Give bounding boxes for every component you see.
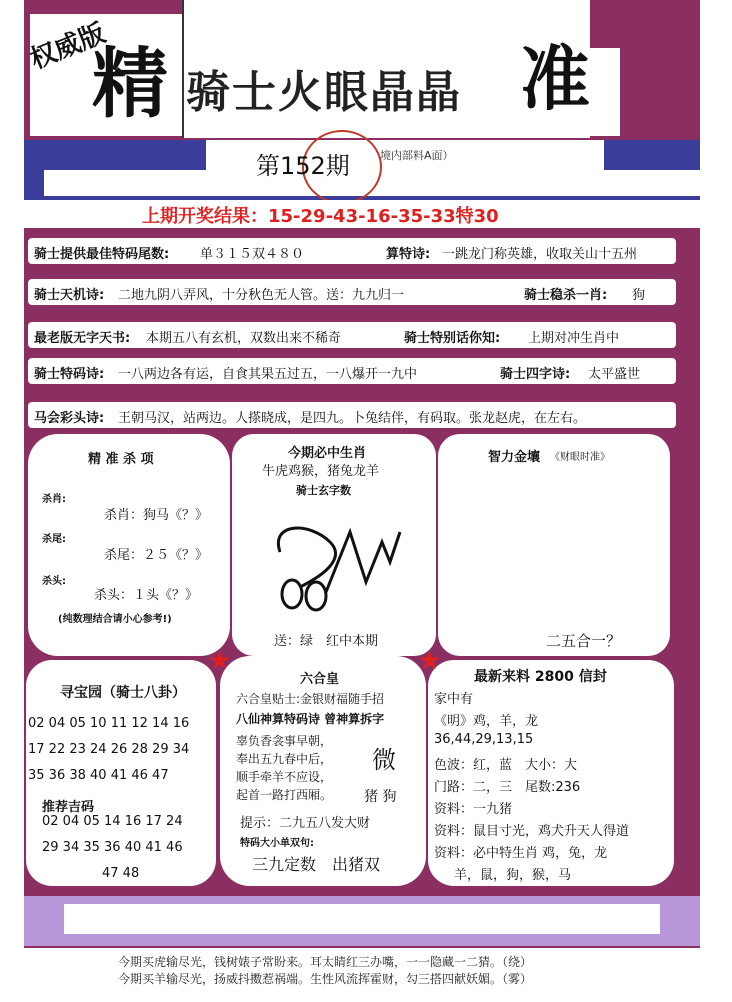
kill-value: 杀头：１头《？》 <box>94 588 199 603</box>
recommend-title: 推荐吉码 <box>42 800 95 815</box>
kill-note: (纯数理结合请小心参考!) <box>58 614 172 625</box>
title-right-char: 准 <box>520 37 590 120</box>
latest-line: 资料：一九猪 <box>434 802 513 817</box>
latest-line: 36,44,29,13,15 <box>434 732 534 747</box>
row-label: 骑士提供最佳特码尾数: <box>34 247 170 262</box>
issue-note: 境内部料A面） <box>380 149 454 162</box>
footer-line: 今期买虎输尽光，钱树婊子常盼来。耳太睛红三办嘴，一一隐藏一二猜。（绕） <box>118 955 533 969</box>
info-row <box>28 402 676 428</box>
row-label: 骑士特别话你知: <box>404 331 501 346</box>
bottom-band-inner <box>64 904 660 934</box>
recommend-numbers: 47 48 <box>102 866 140 881</box>
row-label: 骑士天机诗: <box>34 288 105 303</box>
row-value: 二地九阴八弄风，十分秋色无人管。送：九九归一 <box>118 288 405 303</box>
poem-line: 顺手牵羊不应设， <box>236 770 333 784</box>
kill-value: 杀肖：狗马《？》 <box>104 508 209 523</box>
info-row <box>28 358 676 384</box>
must-sub: 骑士玄字数 <box>296 484 351 497</box>
liuhe-title: 六合皇 <box>300 672 340 687</box>
recommend-numbers: 29 34 35 36 40 41 46 <box>42 840 183 855</box>
treasure-numbers: 02 04 05 10 11 12 14 16 <box>28 716 190 731</box>
latest-line: 羊，鼠，狗，猴，马 <box>454 868 572 883</box>
liuhe-panel <box>220 656 426 886</box>
latest-line: 资料：鼠目寸光，鸡犬升天人得道 <box>434 824 630 839</box>
must-zodiacs: 牛虎鸡猴，猪兔龙羊 <box>262 464 380 479</box>
riddle-answer: 猪 狗 <box>364 789 397 805</box>
puzzle-sub: 《财眼时准》 <box>550 452 610 463</box>
row-label: 算特诗: <box>386 247 431 262</box>
recommend-numbers: 02 04 05 14 16 17 24 <box>42 814 183 829</box>
poem-line: 起首一路打西厢。 <box>236 788 333 802</box>
kill-title: 精 准 杀 项 <box>88 452 154 467</box>
latest-line: 《明》鸡，羊，龙 <box>434 714 539 729</box>
row-value: 本期五八有玄机，双数出来不稀奇 <box>146 331 342 346</box>
treasure-numbers: 35 36 38 40 41 46 47 <box>28 768 169 783</box>
star-icon: ★ <box>418 646 442 676</box>
puzzle-title: 智力金壤 <box>488 450 541 465</box>
row-value: 上期对冲生肖中 <box>528 331 620 346</box>
info-row <box>28 279 676 305</box>
row-value: 太平盛世 <box>588 367 641 382</box>
footer-line: 今期买羊输尽光，扬威抖擞惹祸端。生性风流挥霍财，勾三搭四献妖媚。（雾） <box>118 972 533 986</box>
poem-line: 辜负香衾事早朝， <box>236 734 333 748</box>
row-value: 王朝马汉，站两边。人搽晓成，是四九。卜兔结伴，有码取。张龙赵虎，在左右。 <box>118 411 587 426</box>
puzzle-panel <box>438 434 670 656</box>
row-value: 一八两边各有运，自食其果五过五，一八爆开一九中 <box>118 367 418 382</box>
header-divider <box>182 0 184 138</box>
latest-line: 色波：红，蓝 大小：大 <box>434 758 578 773</box>
liuhe-tip: 六合皇贴士:金银财福随手招 <box>236 692 385 706</box>
kill-label: 杀尾: <box>42 534 66 545</box>
scribble-figure <box>270 512 410 612</box>
must-title: 今期必中生肖 <box>288 446 367 461</box>
liuhe-hint: 提示：二九五八发大财 <box>240 816 371 831</box>
puzzle-answer: 二五合一？ <box>546 632 622 650</box>
liuhe-subtitle: 八仙神算特码诗 曾神算拆字 <box>236 712 385 726</box>
kill-label: 杀肖: <box>42 494 66 505</box>
riddle-char: 微 <box>372 746 396 774</box>
row-label: 骑士稳杀一肖: <box>524 288 608 303</box>
latest-line: 资料：必中特生肖 鸡，兔，龙 <box>434 846 608 861</box>
must-win-panel <box>232 434 436 656</box>
poem-line: 奉出五九春中后， <box>236 752 333 766</box>
row-value: 狗 <box>632 288 646 303</box>
last-result-text: 上期开奖结果：15-29-43-16-35-33特30 <box>142 206 499 227</box>
row-label: 最老版无字天书: <box>34 331 131 346</box>
authority-badge: 权威版 <box>26 18 110 76</box>
kill-label: 杀头: <box>42 576 66 587</box>
latest-line: 家中有 <box>434 692 474 707</box>
row-label: 骑士四字诗: <box>500 367 571 382</box>
page-title: 骑士火眼晶晶 <box>186 67 462 118</box>
kill-panel <box>28 434 230 656</box>
row-value: 一跳龙门称英雄，收取关山十五州 <box>442 247 638 262</box>
size-value: 三九定数 出猪双 <box>252 855 381 874</box>
latest-line: 门路：二，三 尾数:236 <box>434 780 581 795</box>
must-send: 送：绿 红中本期 <box>274 634 379 649</box>
latest-title: 最新来料 2800 信封 <box>474 669 607 685</box>
row-label: 马会彩头诗: <box>34 411 105 426</box>
row-value: 单３１５双４８０ <box>200 247 305 262</box>
row-label: 骑士特码诗: <box>34 367 105 382</box>
kill-value: 杀尾：２５《？》 <box>104 548 209 563</box>
treasure-panel <box>26 660 216 886</box>
info-row <box>28 322 676 348</box>
treasure-title: 寻宝园（骑士八卦） <box>60 685 186 701</box>
last-result-bar <box>24 200 700 228</box>
star-icon: ★ <box>208 646 232 676</box>
size-label: 特码大小单双句: <box>240 838 314 849</box>
treasure-numbers: 17 22 23 24 26 28 29 34 <box>28 742 190 757</box>
latest-panel <box>428 660 674 886</box>
info-row <box>28 238 676 264</box>
title-left-char: 精 <box>92 39 168 128</box>
issue-number: 第152期 <box>256 152 350 180</box>
